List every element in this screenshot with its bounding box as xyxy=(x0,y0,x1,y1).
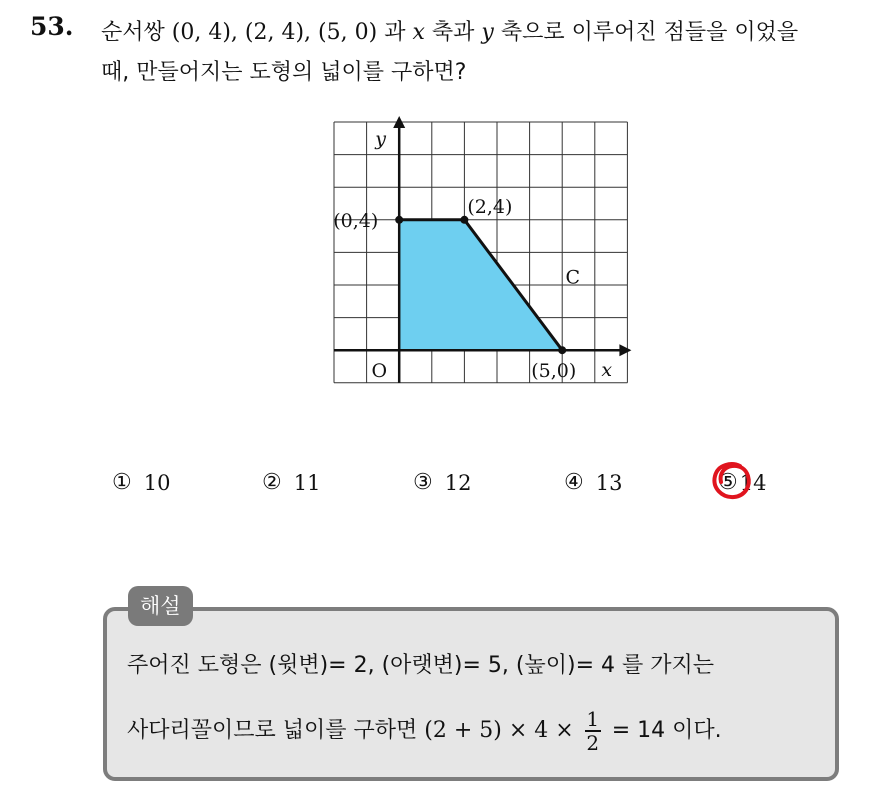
choice-1[interactable] xyxy=(112,470,170,495)
choice-5-number: ⑤ xyxy=(718,470,738,495)
point-label-0-4: (0,4) xyxy=(333,209,379,232)
x-axis-label: x xyxy=(601,359,613,382)
question-text-d: 축으로 이루어진 점들을 이었을 xyxy=(500,20,799,45)
choice-3-number: ③ xyxy=(413,470,433,495)
point-label-5-0: (5,0) xyxy=(531,360,577,383)
choice-2[interactable] xyxy=(262,470,320,495)
point-label-2-4: (2,4) xyxy=(467,195,513,218)
explanation-result: = 14 이다. xyxy=(611,718,722,743)
choice-5-value: 14 xyxy=(739,470,767,495)
choice-3-value: 12 xyxy=(444,470,472,495)
y-variable: y xyxy=(481,20,494,45)
question-line-2: 때, 만들어지는 도형의 넓이를 구하면? xyxy=(101,60,467,85)
explanation-line-2 xyxy=(127,708,722,754)
y-axis-label: y xyxy=(375,128,386,150)
choice-4-value: 13 xyxy=(595,470,623,495)
answer-choices xyxy=(0,470,884,510)
fraction-denominator: 2 xyxy=(586,731,600,755)
question-number: 53. xyxy=(30,12,74,41)
question-text-a: 순서쌍 xyxy=(101,20,165,45)
choice-3[interactable] xyxy=(413,470,471,495)
choice-2-number: ② xyxy=(262,470,282,495)
choice-1-value: 10 xyxy=(143,470,171,495)
explanation-line-1: 주어진 도형은 (윗변)= 2, (아랫변)= 5, (높이)= 4 를 가지는 xyxy=(127,653,715,678)
selected-answer-circle-icon xyxy=(710,460,754,502)
explanation-tag: 해설 xyxy=(128,586,193,626)
explanation-expression: (2 + 5) × 4 × xyxy=(424,718,574,743)
x-axis-arrow-icon xyxy=(619,344,631,356)
question-line-1 xyxy=(101,15,798,46)
fraction-numerator: 1 xyxy=(586,707,600,731)
point-0-4 xyxy=(395,216,403,224)
choice-2-value: 11 xyxy=(293,470,321,495)
point-5-0 xyxy=(558,346,566,354)
choice-5[interactable] xyxy=(718,470,766,495)
question-text-b: 과 xyxy=(384,20,406,45)
choice-4[interactable] xyxy=(564,470,622,495)
explanation-text: 사다리꼴이므로 넓이를 구하면 xyxy=(127,718,418,743)
origin-label: O xyxy=(371,360,388,383)
choice-4-number: ④ xyxy=(564,470,584,495)
question-points: (0, 4), (2, 4), (5, 0) xyxy=(171,20,378,45)
shape-label: C xyxy=(565,266,581,289)
fraction-one-half xyxy=(585,708,601,754)
choice-1-number: ① xyxy=(112,470,132,495)
coordinate-figure xyxy=(320,112,635,387)
x-variable: x xyxy=(412,20,425,45)
explanation-box xyxy=(103,607,839,781)
question-text-c: 축과 xyxy=(431,20,475,45)
